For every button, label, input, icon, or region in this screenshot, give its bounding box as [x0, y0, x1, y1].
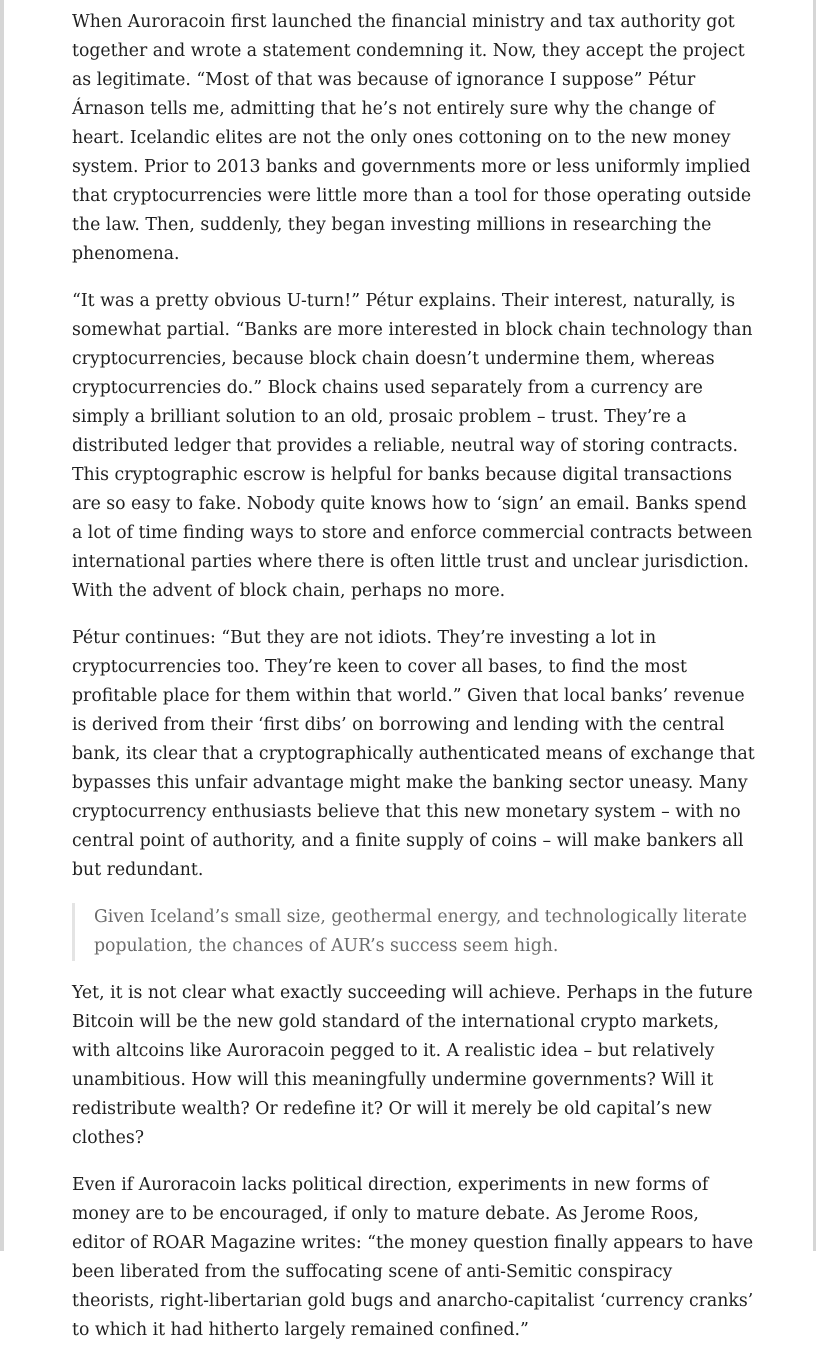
paragraph-success-question: Yet, it is not clear what exactly succeeding will achieve. Perhaps in the future Bitcoin will be the new gold standard of the international crypto markets, with altcoins like Auroracoin pegged to it. A realistic idea – but relatively unambitious. How will this meaningfully undermine governments? Will it redistribute wealth? Or redefine it? Or will it merely be old capital’s new clothes? — [72, 983, 753, 1148]
paragraph-bank-blockchain: “It was a pretty obvious U-turn!” Pétur explains. Their interest, naturally, is somewhat partial. “Banks are more interested in block chain technology than cryptocurrencies, because block chain doesn’t undermine them, whereas cryptocurrencies do.” Block chains used separately from a currency are simply a brilliant solution to an old, prosaic problem – trust. They’re a distributed ledger that provides a reliable, neutral way of storing contracts. This cryptographic escrow is helpful for banks because digital transactions are so easy to fake. Nobody quite knows how to ‘sign’ an email. Banks spend a lot of time finding ways to store and enforce commercial contracts between international parties where there is often little trust and unclear jurisdiction. With the advent of block chain, perhaps no more. — [72, 291, 753, 601]
pull-quote: Given Iceland’s small size, geothermal energy, and technologically literate population, the chances of AUR’s success seem high. — [72, 903, 756, 961]
article-body — [72, 8, 756, 1363]
left-border — [0, 0, 4, 1251]
paragraph-official-response: When Auroracoin first launched the financial ministry and tax authority got together and wrote a statement condemning it. Now, they accept the project as legitimate. “Most of that was because of ignorance I suppose” Pétur Árnason tells me, admitting that he’s not entirely sure why the change of heart. Icelandic elites are not the only ones cottoning on to the new money system. Prior to 2013 banks and governments more or less uniformly implied that cryptocurrencies were little more than a tool for those operating outside the law. Then, suddenly, they began investing millions in researching the phenomena. — [72, 12, 752, 264]
paragraph-banks-investing: Pétur continues: “But they are not idiots. They’re investing a lot in cryptocurrencies too. They’re keen to cover all bases, to find the most profitable place for them within that world.” Given that local banks’ revenue is derived from their ‘first dibs’ on borrowing and lending with the central bank, its clear that a cryptographically authenticated means of exchange that bypasses this unfair advantage might make the banking sector uneasy. Many cryptocurrency enthusiasts believe that this new monetary system – with no central point of authority, and a finite supply of coins – will make bankers all but redundant. — [72, 628, 755, 880]
paragraph-money-debate: Even if Auroracoin lacks political direction, experiments in new forms of money are to be encouraged, if only to mature debate. As Jerome Roos, editor of ROAR Magazine writes: “the money question finally appears to have been liberated from the suffocating scene of anti-Semitic conspiracy theorists, right-libertarian gold bugs and anarcho-capitalist ‘currency cranks’ to which it had hitherto largely remained confined.” — [72, 1175, 754, 1340]
